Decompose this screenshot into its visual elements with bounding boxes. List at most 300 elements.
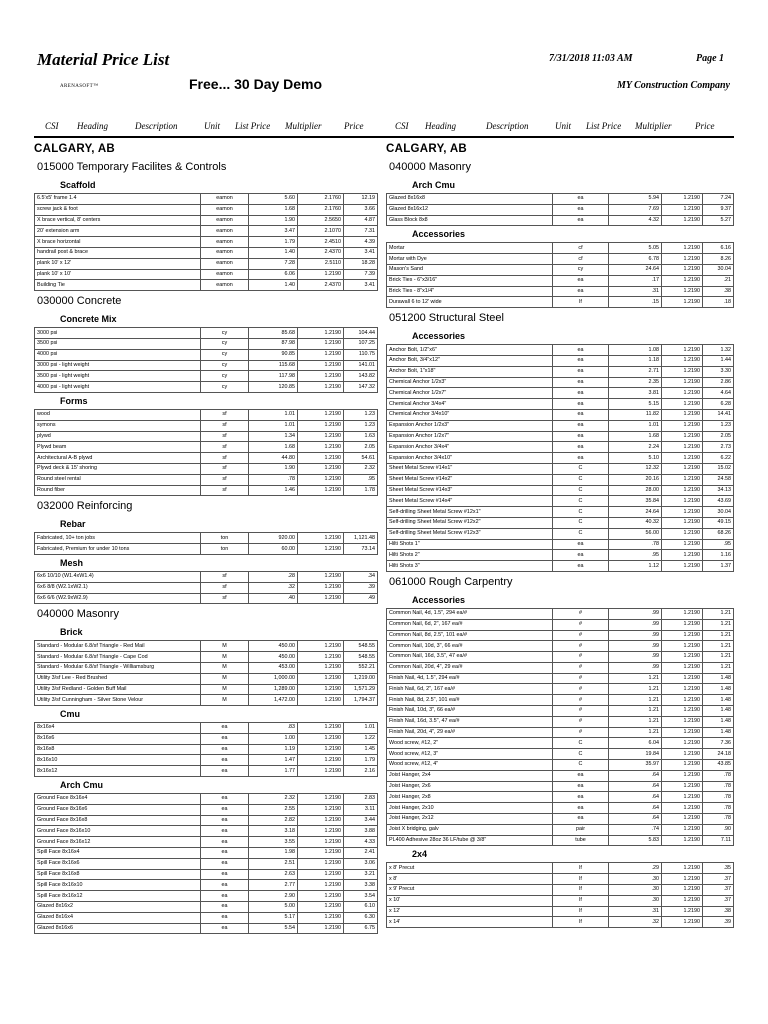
item-price: 1.23 <box>703 420 734 431</box>
table-row <box>35 848 378 859</box>
item-description: Anchor Bolt, 3/4"x12" <box>387 355 553 366</box>
item-list-price: 1.00 <box>249 733 298 744</box>
item-multiplier: 1.2190 <box>662 885 703 896</box>
item-multiplier: 1.2190 <box>298 815 344 826</box>
item-list-price: .30 <box>609 874 662 885</box>
item-price: .37 <box>703 885 734 896</box>
item-list-price: 44.80 <box>249 453 298 464</box>
table-row <box>387 507 734 518</box>
group-heading: Accessories <box>412 331 466 342</box>
division-heading: 015000 Temporary Facilites & Controls <box>37 161 227 173</box>
item-multiplier: 1.2190 <box>298 420 344 431</box>
item-multiplier: 1.2190 <box>662 463 703 474</box>
item-multiplier: 1.2190 <box>662 561 703 572</box>
table-row <box>387 420 734 431</box>
item-multiplier: 1.2190 <box>662 286 703 297</box>
table-row <box>35 923 378 934</box>
table-row <box>35 794 378 805</box>
item-description: Self-drilling Sheet Metal Screw #12x1" <box>387 507 553 518</box>
item-price: 2.05 <box>344 442 378 453</box>
item-price: 9.37 <box>703 204 734 215</box>
item-price: 2.83 <box>344 794 378 805</box>
item-unit: eamon <box>201 226 249 237</box>
item-price: 1.01 <box>344 723 378 734</box>
item-multiplier: 1.2190 <box>298 858 344 869</box>
item-description: Mortar with Dye <box>387 254 553 265</box>
item-description: Sheet Metal Screw #14x4" <box>387 496 553 507</box>
item-unit: # <box>553 619 609 630</box>
item-list-price: 24.64 <box>609 507 662 518</box>
table-row <box>35 815 378 826</box>
item-description: Utility 3/sf Redland - Golden Buff Mail <box>35 684 201 695</box>
item-list-price: 7.28 <box>249 258 298 269</box>
table-row <box>387 528 734 539</box>
item-unit: M <box>201 641 249 652</box>
item-multiplier: 1.2190 <box>662 442 703 453</box>
table-row <box>35 858 378 869</box>
price-table <box>386 242 734 308</box>
item-list-price: .99 <box>609 619 662 630</box>
item-list-price: 28.00 <box>609 485 662 496</box>
item-description: Joist X bridging, galv <box>387 824 553 835</box>
item-price: 3.41 <box>344 247 378 258</box>
item-price: .78 <box>703 781 734 792</box>
item-price: 2.32 <box>344 463 378 474</box>
item-description: Common Nail, 6d, 2", 167 ea/# <box>387 619 553 630</box>
item-unit: # <box>553 716 609 727</box>
item-list-price: .17 <box>609 275 662 286</box>
group-heading: Accessories <box>412 594 466 605</box>
item-list-price: 1.40 <box>249 280 298 291</box>
item-unit: sf <box>201 431 249 442</box>
item-price: 73.14 <box>344 544 378 555</box>
item-list-price: .31 <box>609 286 662 297</box>
item-multiplier: 1.2190 <box>662 517 703 528</box>
item-multiplier: 1.2190 <box>298 652 344 663</box>
item-unit: ea <box>201 733 249 744</box>
item-unit: lf <box>553 863 609 874</box>
item-price: 3.54 <box>344 891 378 902</box>
item-unit: ton <box>201 533 249 544</box>
item-price: 1,794.37 <box>344 695 378 706</box>
table-row <box>387 388 734 399</box>
item-description: plank 10' x 10' <box>35 269 201 280</box>
table-row <box>35 485 378 496</box>
table-row <box>35 533 378 544</box>
item-price: 4.39 <box>344 237 378 248</box>
table-row <box>387 652 734 663</box>
item-price: .95 <box>703 539 734 550</box>
item-list-price: 6.06 <box>249 269 298 280</box>
item-list-price: .64 <box>609 781 662 792</box>
table-row <box>387 463 734 474</box>
item-unit: ea <box>201 723 249 734</box>
item-list-price: 1.21 <box>609 727 662 738</box>
item-list-price: 1.08 <box>609 345 662 356</box>
item-multiplier: 1.2190 <box>662 814 703 825</box>
item-description: Joist Hanger, 2x8 <box>387 792 553 803</box>
item-description: Anchor Bolt, 1"x18" <box>387 366 553 377</box>
item-list-price: 5.60 <box>249 194 298 205</box>
item-multiplier: 1.2190 <box>662 716 703 727</box>
item-multiplier: 1.2190 <box>298 673 344 684</box>
division-heading: 040000 Masonry <box>37 608 119 621</box>
division-heading: 032000 Reinforcing <box>37 500 133 513</box>
item-unit: M <box>201 695 249 706</box>
item-multiplier: 1.2190 <box>662 673 703 684</box>
item-unit: M <box>201 662 249 673</box>
item-description: Brick Ties - 8"x1/4" <box>387 286 553 297</box>
item-price: 4.33 <box>344 837 378 848</box>
item-price: .37 <box>703 895 734 906</box>
table-row <box>35 360 378 371</box>
table-row <box>387 835 734 846</box>
table-row <box>35 453 378 464</box>
item-description: Fabricated, 10+ ton jobs <box>35 533 201 544</box>
table-row <box>387 355 734 366</box>
item-list-price: 6.78 <box>609 254 662 265</box>
item-multiplier: 1.2190 <box>662 760 703 771</box>
item-unit: # <box>553 695 609 706</box>
item-list-price: 3.47 <box>249 226 298 237</box>
table-row <box>35 463 378 474</box>
item-price: .78 <box>703 770 734 781</box>
item-list-price: 2.51 <box>249 858 298 869</box>
item-price: 43.85 <box>703 760 734 771</box>
item-list-price: 2.24 <box>609 442 662 453</box>
group-heading: Brick <box>60 627 83 638</box>
item-multiplier: 1.2190 <box>662 355 703 366</box>
item-price: 18.28 <box>344 258 378 269</box>
item-multiplier: 1.2190 <box>662 863 703 874</box>
table-row <box>35 695 378 706</box>
table-row <box>387 673 734 684</box>
item-multiplier: 1.2190 <box>662 824 703 835</box>
price-table <box>34 640 378 706</box>
item-unit: sf <box>201 593 249 604</box>
item-list-price: 1,289.00 <box>249 684 298 695</box>
item-list-price: .64 <box>609 792 662 803</box>
item-unit: ea <box>553 355 609 366</box>
price-table <box>386 193 734 226</box>
group-heading: Mesh <box>60 557 84 568</box>
item-unit: ea <box>553 539 609 550</box>
item-description: Glazed 8x16x6 <box>35 923 201 934</box>
table-row <box>35 431 378 442</box>
group-heading: Rebar <box>60 519 86 530</box>
item-multiplier: 1.2190 <box>662 792 703 803</box>
item-price: 1.48 <box>703 727 734 738</box>
item-list-price: 60.00 <box>249 544 298 555</box>
item-price: 1.48 <box>703 706 734 717</box>
item-list-price: 35.84 <box>609 496 662 507</box>
item-unit: ea <box>553 792 609 803</box>
item-multiplier: 1.2190 <box>298 533 344 544</box>
group-heading: 2x4 <box>412 849 428 860</box>
item-unit: sf <box>201 420 249 431</box>
item-unit: ea <box>553 814 609 825</box>
item-multiplier: 1.2190 <box>298 269 344 280</box>
item-unit: ea <box>553 204 609 215</box>
item-price: 1.63 <box>344 431 378 442</box>
item-multiplier: 1.2190 <box>298 641 344 652</box>
table-row <box>35 826 378 837</box>
item-multiplier: 1.2190 <box>662 453 703 464</box>
col-header-multiplier: Multiplier <box>285 121 322 131</box>
item-list-price: 1.90 <box>249 215 298 226</box>
item-unit: ea <box>201 794 249 805</box>
item-price: 2.73 <box>703 442 734 453</box>
item-price: 3.41 <box>344 280 378 291</box>
item-price: 4.64 <box>703 388 734 399</box>
item-unit: tube <box>553 835 609 846</box>
item-multiplier: 1.2190 <box>298 869 344 880</box>
item-unit: C <box>553 738 609 749</box>
item-unit: sf <box>201 409 249 420</box>
item-unit: ea <box>201 869 249 880</box>
brand-logo: ARENASOFT™ <box>60 84 99 89</box>
item-multiplier: 1.2190 <box>298 371 344 382</box>
item-description: Self-drilling Sheet Metal Screw #12x3" <box>387 528 553 539</box>
item-multiplier: 1.2190 <box>298 826 344 837</box>
item-unit: cf <box>553 254 609 265</box>
item-unit: eamon <box>201 258 249 269</box>
item-description: Wood screw, #12, 4" <box>387 760 553 771</box>
item-description: Ground Face 8x16x12 <box>35 837 201 848</box>
table-row <box>387 275 734 286</box>
item-unit: sf <box>201 474 249 485</box>
item-description: 20' extension arm <box>35 226 201 237</box>
item-unit: ea <box>553 770 609 781</box>
item-price: 143.82 <box>344 371 378 382</box>
table-row <box>35 733 378 744</box>
group-heading: Scaffold <box>60 180 96 190</box>
item-list-price: .30 <box>609 895 662 906</box>
item-description: X brace vertical, 8' centers <box>35 215 201 226</box>
item-list-price: 920.00 <box>249 533 298 544</box>
item-description: Joist Hanger, 2x10 <box>387 803 553 814</box>
item-unit: ea <box>201 837 249 848</box>
item-description: x 10' <box>387 895 553 906</box>
item-multiplier: 1.2190 <box>662 706 703 717</box>
item-list-price: 1.68 <box>249 204 298 215</box>
item-multiplier: 1.2190 <box>298 582 344 593</box>
item-description: Round steel rental <box>35 474 201 485</box>
item-unit: # <box>553 662 609 673</box>
item-multiplier: 1.2190 <box>298 804 344 815</box>
item-description: Finish Nail, 4d, 1.5", 294 ea/# <box>387 673 553 684</box>
item-description: Common Nail, 20d, 4", 29 ea/# <box>387 662 553 673</box>
item-description: Expansion Anchor 1/2x7" <box>387 431 553 442</box>
item-multiplier: 1.2190 <box>662 243 703 254</box>
item-description: plywd <box>35 431 201 442</box>
item-unit: ea <box>201 744 249 755</box>
table-row <box>387 824 734 835</box>
item-multiplier: 1.2190 <box>298 463 344 474</box>
table-row <box>387 561 734 572</box>
col-header-price: Price <box>695 121 715 131</box>
item-description: Spill Face 8x16x12 <box>35 891 201 902</box>
item-price: .78 <box>703 814 734 825</box>
item-price: .90 <box>703 824 734 835</box>
item-multiplier: 1.2190 <box>662 895 703 906</box>
table-row <box>35 280 378 291</box>
group-heading: Accessories <box>412 229 466 240</box>
item-multiplier: 1.2190 <box>662 662 703 673</box>
item-multiplier: 1.2190 <box>662 275 703 286</box>
item-multiplier: 1.2190 <box>298 695 344 706</box>
item-unit: cy <box>201 328 249 339</box>
item-multiplier: 1.2190 <box>298 755 344 766</box>
item-unit: ea <box>553 781 609 792</box>
item-multiplier: 2.5650 <box>298 215 344 226</box>
item-description: Sheet Metal Screw #14x1" <box>387 463 553 474</box>
item-description: x 8' <box>387 874 553 885</box>
item-unit: cy <box>201 382 249 393</box>
report-date: 7/31/2018 11:03 AM <box>549 53 633 64</box>
item-description: 3500 psi - light weight <box>35 371 201 382</box>
item-multiplier: 1.2190 <box>298 328 344 339</box>
item-list-price: .99 <box>609 608 662 619</box>
item-price: 1.48 <box>703 695 734 706</box>
table-row <box>35 215 378 226</box>
item-unit: ea <box>553 803 609 814</box>
item-list-price: 1.21 <box>609 673 662 684</box>
table-row <box>387 345 734 356</box>
item-unit: ea <box>553 561 609 572</box>
table-row <box>35 349 378 360</box>
item-list-price: .40 <box>249 593 298 604</box>
item-multiplier: 2.5110 <box>298 258 344 269</box>
item-multiplier: 1.2190 <box>662 917 703 928</box>
item-description: Expansion Anchor 3/4x4" <box>387 442 553 453</box>
table-row <box>387 254 734 265</box>
item-description: Chemical Anchor 3/4x4" <box>387 399 553 410</box>
table-row <box>35 723 378 734</box>
item-list-price: 1,472.00 <box>249 695 298 706</box>
item-price: 43.69 <box>703 496 734 507</box>
item-description: Sheet Metal Screw #14x3" <box>387 485 553 496</box>
item-price: .39 <box>344 582 378 593</box>
item-description: screw jack & foot <box>35 204 201 215</box>
item-multiplier: 1.2190 <box>662 727 703 738</box>
item-description: Standard - Modular 6.8/sf Triangle - Cape Cod <box>35 652 201 663</box>
item-unit: ea <box>201 880 249 891</box>
item-multiplier: 1.2190 <box>298 891 344 902</box>
item-multiplier: 1.2190 <box>298 902 344 913</box>
item-multiplier: 1.2190 <box>662 874 703 885</box>
item-price: 2.05 <box>703 431 734 442</box>
item-list-price: .29 <box>609 863 662 874</box>
table-row <box>387 539 734 550</box>
item-description: Glazed 8x16x12 <box>387 204 553 215</box>
item-unit: C <box>553 485 609 496</box>
item-description: x 8' Precut <box>387 863 553 874</box>
item-list-price: 5.10 <box>609 453 662 464</box>
item-description: Durawall 6 to 12' wide <box>387 297 553 308</box>
table-row <box>35 420 378 431</box>
table-row <box>35 912 378 923</box>
item-unit: lf <box>553 874 609 885</box>
item-price: .38 <box>703 906 734 917</box>
division-heading: 051200 Structural Steel <box>389 312 504 325</box>
item-price: 1.21 <box>703 630 734 641</box>
item-unit: ea <box>553 420 609 431</box>
item-multiplier: 1.2190 <box>298 723 344 734</box>
item-price: 49.15 <box>703 517 734 528</box>
company-name: MY Construction Company <box>617 80 730 91</box>
item-description: 4000 psi - light weight <box>35 382 201 393</box>
item-list-price: 2.82 <box>249 815 298 826</box>
item-price: .95 <box>344 474 378 485</box>
item-description: symons <box>35 420 201 431</box>
item-list-price: 2.77 <box>249 880 298 891</box>
item-multiplier: 1.2190 <box>662 366 703 377</box>
table-row <box>387 243 734 254</box>
item-description: 8x16x10 <box>35 755 201 766</box>
table-row <box>35 409 378 420</box>
item-description: Spill Face 8x16x4 <box>35 848 201 859</box>
item-multiplier: 1.2190 <box>298 409 344 420</box>
item-description: plank 10' x 12' <box>35 258 201 269</box>
item-list-price: 1.01 <box>249 409 298 420</box>
item-description: X brace horizontal <box>35 237 201 248</box>
table-row <box>387 485 734 496</box>
item-list-price: 1.77 <box>249 766 298 777</box>
table-row <box>387 377 734 388</box>
item-price: 552.21 <box>344 662 378 673</box>
table-row <box>387 695 734 706</box>
item-description: Expansion Anchor 3/4x10" <box>387 453 553 464</box>
item-multiplier: 1.2190 <box>662 297 703 308</box>
table-row <box>35 902 378 913</box>
item-description: Plywd beam <box>35 442 201 453</box>
item-multiplier: 1.2190 <box>662 550 703 561</box>
item-list-price: .74 <box>609 824 662 835</box>
table-row <box>387 814 734 825</box>
item-multiplier: 1.2190 <box>298 544 344 555</box>
table-row <box>387 431 734 442</box>
item-unit: ea <box>201 912 249 923</box>
item-description: 6x6 8/8 (W2.1xW2.1) <box>35 582 201 593</box>
division-heading: 030000 Concrete <box>37 295 122 308</box>
item-unit: C <box>553 760 609 771</box>
item-multiplier: 1.2190 <box>662 619 703 630</box>
item-unit: ea <box>201 755 249 766</box>
item-description: Finish Nail, 20d, 4", 29 ea/# <box>387 727 553 738</box>
item-list-price: 7.69 <box>609 204 662 215</box>
item-list-price: 2.35 <box>609 377 662 388</box>
item-description: Spill Face 8x16x6 <box>35 858 201 869</box>
item-unit: ea <box>553 550 609 561</box>
item-unit: ea <box>553 194 609 205</box>
item-price: 141.01 <box>344 360 378 371</box>
item-multiplier: 1.2190 <box>298 474 344 485</box>
item-multiplier: 1.2190 <box>662 194 703 205</box>
col-header-heading: Heading <box>77 121 108 131</box>
item-list-price: .99 <box>609 630 662 641</box>
item-description: Architectural A-B plywd <box>35 453 201 464</box>
item-description: Fabricated, Premium for under 10 tons <box>35 544 201 555</box>
price-table <box>386 862 734 928</box>
item-unit: eamon <box>201 194 249 205</box>
item-list-price: 115.68 <box>249 360 298 371</box>
item-multiplier: 1.2190 <box>662 345 703 356</box>
item-description: Standard - Modular 6.8/sf Triangle - Red Mail <box>35 641 201 652</box>
item-multiplier: 1.2190 <box>298 431 344 442</box>
item-unit: ea <box>553 366 609 377</box>
table-row <box>35 328 378 339</box>
